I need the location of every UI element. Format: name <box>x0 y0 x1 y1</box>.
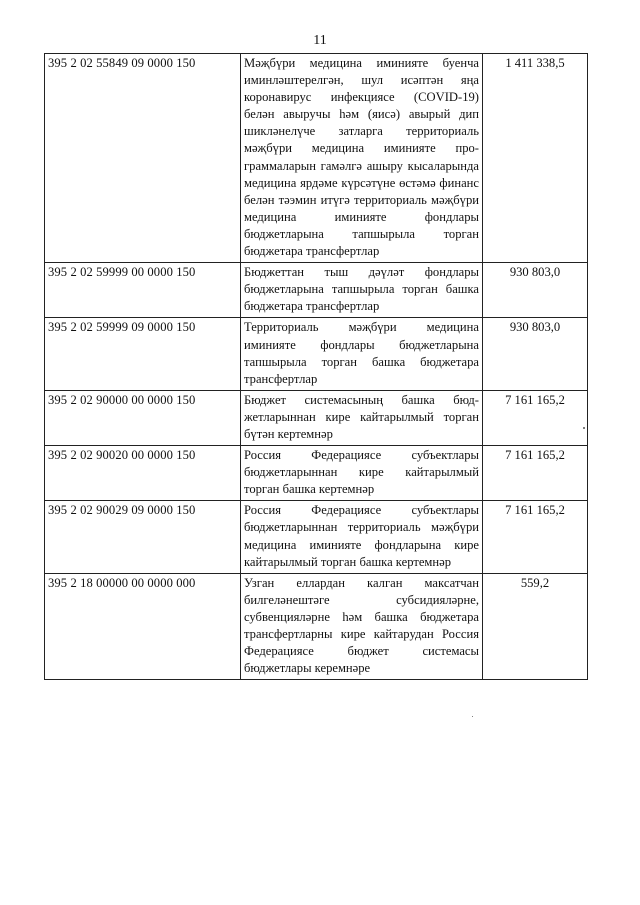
table-row <box>45 573 588 680</box>
budget-revenue-table <box>44 53 588 680</box>
revenue-name: Россия Федерациясе субъектлары бюджетларыннан кире кайтарылмый торган башка кертемнәр <box>241 446 483 501</box>
budget-classification-code: 395 2 18 00000 00 0000 000 <box>45 573 241 680</box>
scan-speck <box>583 427 585 429</box>
revenue-name: Мәҗбүри медицина иминияте буенча иминләштерелгән, шул исәптән яңа коронавирус инфекциясе (COVID-19) белән авыручы һәм (яисә) авырый дип шикләнелүче затларга территориаль мәҗбүри медицина иминияте программаларын гамәлгә ашыру кысаларында медицина ярдәме күрсәтүне өстәмә финанс белән тәэмин итүгә территориаль мәҗбүри медицина иминияте фондлары бюджетларына тапшырыла торган бюджетара трансфертлар <box>241 54 483 263</box>
budget-classification-code: 395 2 02 90020 00 0000 150 <box>45 446 241 501</box>
page-number: 11 <box>313 33 327 48</box>
revenue-amount: 7 161 165,2 <box>483 446 588 501</box>
revenue-amount: 1 411 338,5 <box>483 54 588 263</box>
table-row <box>45 318 588 390</box>
revenue-amount: 7 161 165,2 <box>483 390 588 445</box>
table-row <box>45 263 588 318</box>
revenue-amount: 930 803,0 <box>483 263 588 318</box>
revenue-name: Бюджет системасының башка бюджетларыннан кире кайтарылмый торган бүтән кертемнәр <box>241 390 483 445</box>
revenue-amount: 930 803,0 <box>483 318 588 390</box>
table-row <box>45 54 588 263</box>
budget-classification-code: 395 2 02 59999 00 0000 150 <box>45 263 241 318</box>
revenue-name: Бюджеттан тыш дәүләт фондлары бюджетларына тапшырыла торган башка бюджетара трансфертлар <box>241 263 483 318</box>
budget-classification-code: 395 2 02 59999 09 0000 150 <box>45 318 241 390</box>
scan-speck <box>472 716 473 717</box>
table-row <box>45 501 588 573</box>
budget-classification-code: 395 2 02 90000 00 0000 150 <box>45 390 241 445</box>
table-row <box>45 446 588 501</box>
table-row <box>45 390 588 445</box>
revenue-name: Территориаль мәҗбүри медицина иминияте фондлары бюджетларына тапшырыла торган башка бюджетара трансфертлар <box>241 318 483 390</box>
revenue-name: Россия Федерациясе субъектлары бюджетларыннан территориаль мәҗбүри медицина иминияте фондларына кире кайтарылмый торган башка кертемнәр <box>241 501 483 573</box>
revenue-amount: 7 161 165,2 <box>483 501 588 573</box>
revenue-amount: 559,2 <box>483 573 588 680</box>
budget-classification-code: 395 2 02 55849 09 0000 150 <box>45 54 241 263</box>
revenue-name: Узган еллардан калган максатчан билгеләнештәге субсидияләрне, субвенцияләрне һәм башка бюджетара трансфертларны кире кайтарудан Россия Федерациясе бюджет системасы бюджетлары керемнәре <box>241 573 483 680</box>
budget-classification-code: 395 2 02 90029 09 0000 150 <box>45 501 241 573</box>
